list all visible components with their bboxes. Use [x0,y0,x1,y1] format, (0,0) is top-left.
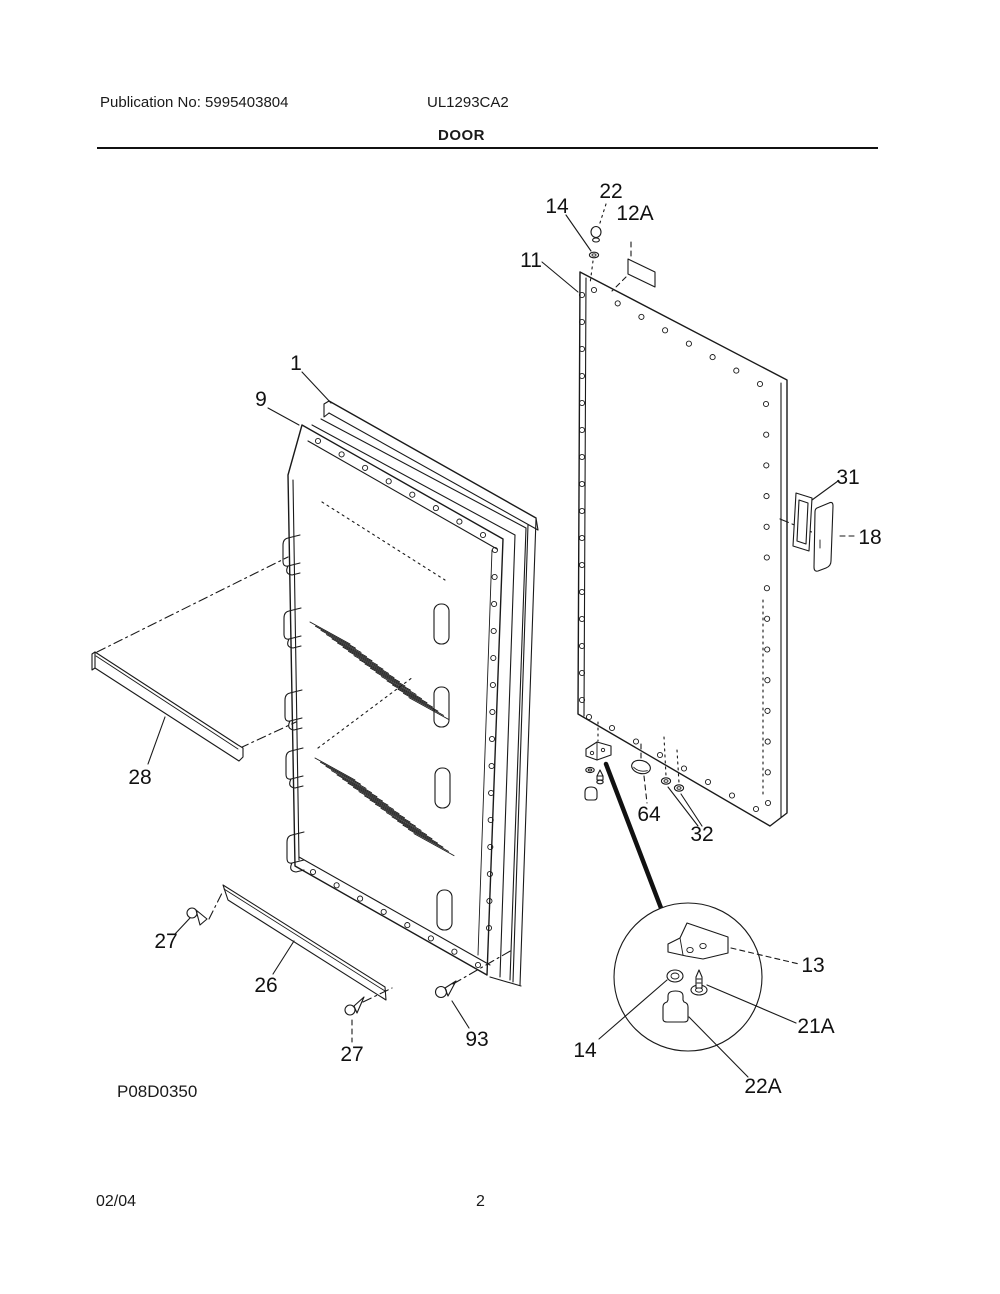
detail-leader-line [606,764,661,908]
callout-28: 28 [128,766,152,789]
callout-9: 9 [255,388,267,411]
hinge-washer [586,767,594,772]
screw-22 [591,204,606,242]
screw-27-left [187,893,222,925]
washer-14-top [589,252,598,258]
callout-22a: 22A [744,1075,782,1098]
hole-plug [585,787,597,800]
hinge-screw [597,770,603,780]
inner-door-panel-9 [283,425,503,975]
callout-22: 22 [599,180,623,203]
callout-31: 31 [836,466,860,489]
model-number: UL1293CA2 [427,94,509,111]
section-title: DOOR [438,127,485,144]
callout-93: 93 [465,1028,489,1051]
drawing-code: P08D0350 [117,1082,198,1101]
hinge-cover-plate-12a [612,242,655,291]
callout-26: 26 [254,974,278,997]
callout-1: 1 [290,352,302,375]
spacer-64 [630,758,652,775]
callout-13: 13 [801,954,825,977]
footer-page-number: 2 [476,1193,485,1210]
callout-14-detail: 14 [573,1039,597,1062]
publication-number: Publication No: 5995403804 [100,94,289,111]
callout-27-left: 27 [154,930,178,953]
hinge-bracket [586,742,611,760]
callout-18: 18 [858,526,882,549]
footer-date: 02/04 [96,1193,137,1210]
callout-21a: 21A [797,1015,835,1038]
outer-door-panel-11 [578,261,787,826]
detail-zoom-circle [614,903,762,1051]
callout-27-bottom: 27 [340,1043,364,1066]
callout-32: 32 [690,823,714,846]
callout-14-top: 14 [545,195,569,218]
shelf-retainer-bar-28 [92,557,296,761]
callout-12a: 12A [616,202,654,225]
cover-plate-18 [814,502,833,571]
callout-11: 11 [520,249,542,272]
callout-64: 64 [637,803,661,826]
